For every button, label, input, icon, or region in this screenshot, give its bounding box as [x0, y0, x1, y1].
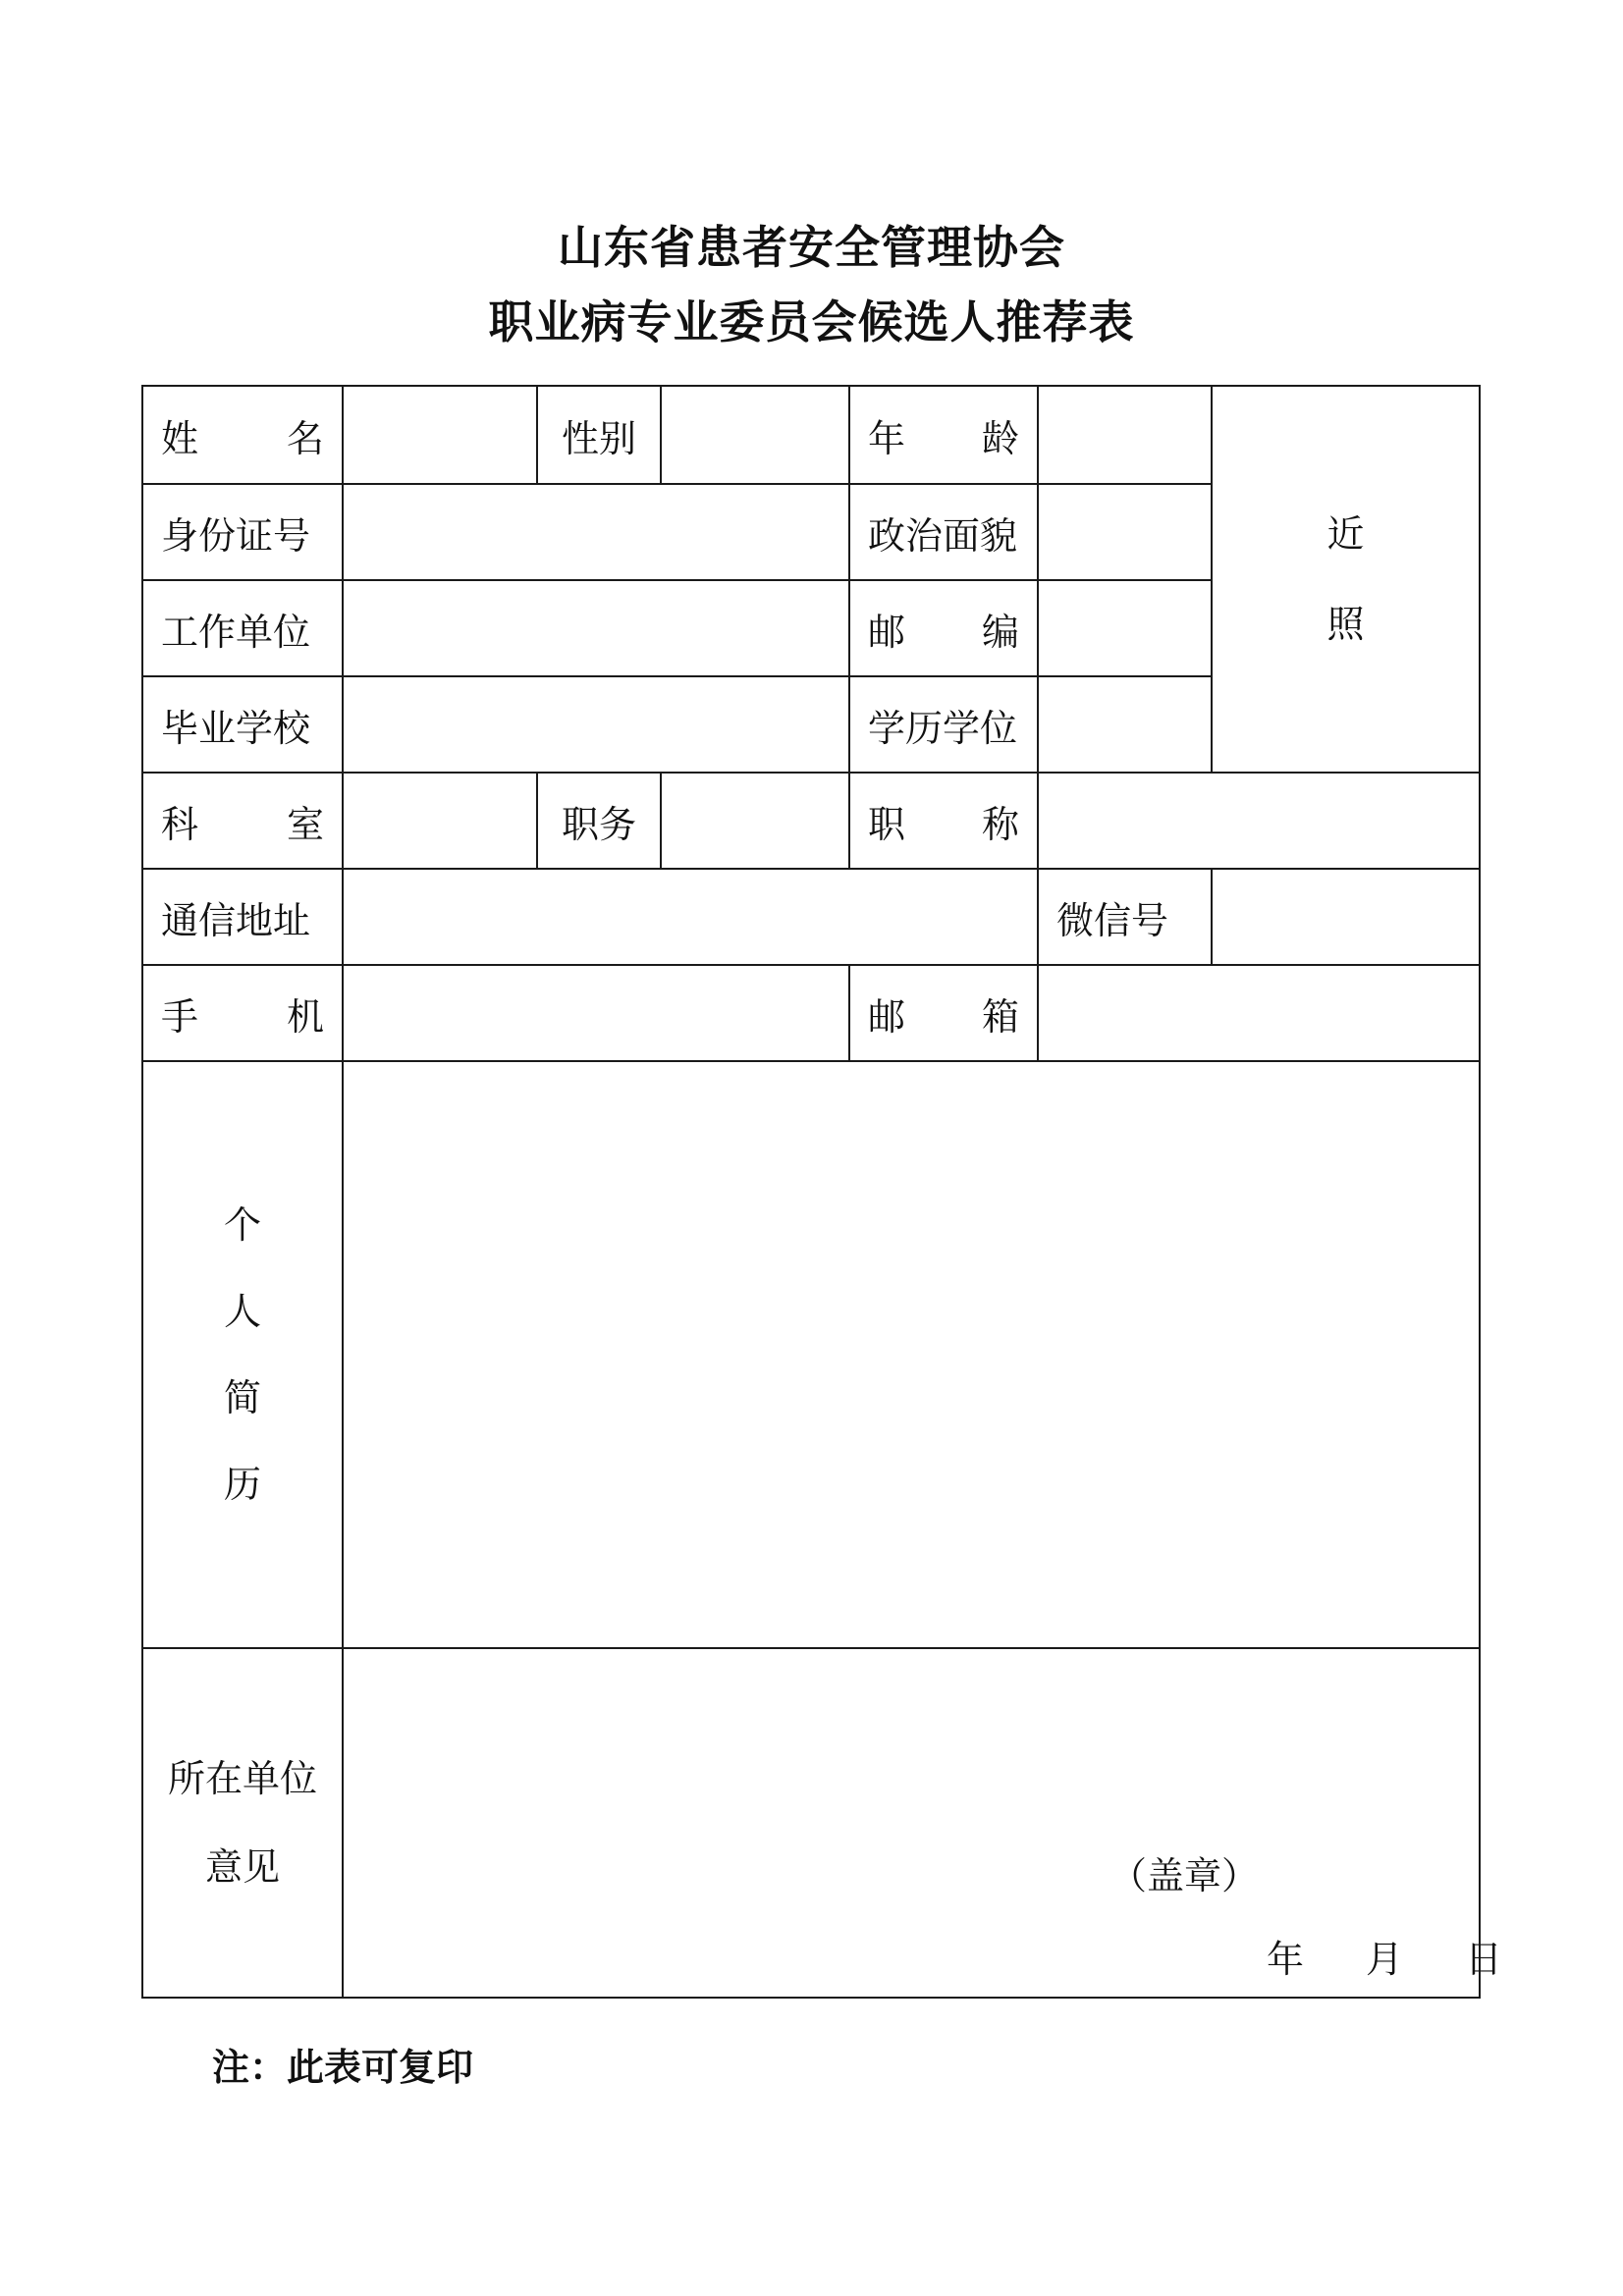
form-row-basic	[142, 386, 1480, 484]
mobile-label-char: 手	[161, 994, 199, 1039]
email-label-char: 邮	[868, 994, 906, 1039]
position-label: 职务	[537, 773, 661, 869]
name-field[interactable]	[343, 386, 537, 484]
department-field[interactable]	[343, 773, 537, 869]
department-label	[142, 773, 343, 869]
name-label-char: 名	[286, 416, 324, 460]
form-row-contact	[142, 965, 1480, 1061]
postcode-label-char: 邮	[868, 610, 906, 654]
date-row	[1267, 1929, 1502, 1983]
email-field[interactable]	[1038, 965, 1480, 1061]
wechat-field[interactable]	[1212, 869, 1480, 965]
mobile-label-char: 机	[286, 994, 324, 1039]
unit-opinion-label-line: 意见	[204, 1845, 280, 1889]
email-label-char: 箱	[981, 994, 1019, 1039]
unit-opinion-label	[142, 1648, 343, 1998]
mobile-label	[142, 965, 343, 1061]
postcode-field[interactable]	[1038, 580, 1212, 676]
resume-label-char: 个	[223, 1203, 261, 1247]
graduate-school-label: 毕业学校	[142, 676, 343, 773]
resume-label-char: 人	[223, 1290, 261, 1333]
photo-label-char: 近	[1326, 512, 1365, 556]
photo-cell[interactable]	[1212, 386, 1480, 773]
graduate-school-field[interactable]	[343, 676, 849, 773]
position-field[interactable]	[661, 773, 849, 869]
form-row-department	[142, 773, 1480, 869]
age-label-char: 年	[868, 416, 906, 460]
work-unit-field[interactable]	[343, 580, 849, 676]
id-number-label: 身份证号	[142, 484, 343, 580]
department-label-char: 室	[286, 802, 324, 846]
gender-label: 性别	[537, 386, 661, 484]
political-status-field[interactable]	[1038, 484, 1212, 580]
resume-field[interactable]	[343, 1061, 1480, 1648]
resume-label	[142, 1061, 343, 1648]
education-degree-label: 学历学位	[849, 676, 1038, 773]
resume-label-char: 历	[223, 1463, 261, 1506]
address-field[interactable]	[343, 869, 1038, 965]
seal-label: （盖章）	[1109, 1854, 1260, 1897]
page-title-line-1: 山东省患者安全管理协会	[558, 221, 1065, 274]
id-number-field[interactable]	[343, 484, 849, 580]
recommendation-form	[141, 385, 1502, 1999]
date-month: 月	[1365, 1938, 1403, 1981]
political-status-label: 政治面貌	[849, 484, 1038, 580]
postcode-label-char: 编	[981, 610, 1019, 654]
date-year: 年	[1267, 1938, 1305, 1981]
title-rank-label	[849, 773, 1038, 869]
title-rank-field[interactable]	[1038, 773, 1480, 869]
mobile-field[interactable]	[343, 965, 849, 1061]
title-rank-label-char: 职	[868, 802, 906, 846]
email-label	[849, 965, 1038, 1061]
postcode-label	[849, 580, 1038, 676]
department-label-char: 科	[161, 802, 199, 846]
gender-field[interactable]	[661, 386, 849, 484]
footnote: 注：此表可复印	[212, 2046, 474, 2089]
address-label: 通信地址	[142, 869, 343, 965]
date-day: 日	[1464, 1938, 1502, 1981]
unit-opinion-field[interactable]	[343, 1648, 1502, 1998]
photo-label-char: 照	[1326, 603, 1365, 646]
name-label	[142, 386, 343, 484]
resume-label-char: 简	[223, 1376, 261, 1419]
title-rank-label-char: 称	[981, 802, 1019, 846]
page-title-line-2: 职业病专业委员会候选人推荐表	[488, 295, 1135, 348]
age-label-char: 龄	[981, 416, 1019, 460]
name-label-char: 姓	[161, 416, 199, 460]
age-field[interactable]	[1038, 386, 1212, 484]
education-degree-field[interactable]	[1038, 676, 1212, 773]
unit-opinion-label-line: 所在单位	[167, 1757, 317, 1800]
work-unit-label: 工作单位	[142, 580, 343, 676]
form-row-unit-opinion	[142, 1648, 1480, 1998]
form-row-resume	[142, 1061, 1480, 1648]
form-row-address	[142, 869, 1480, 965]
wechat-label: 微信号	[1038, 869, 1212, 965]
age-label	[849, 386, 1038, 484]
